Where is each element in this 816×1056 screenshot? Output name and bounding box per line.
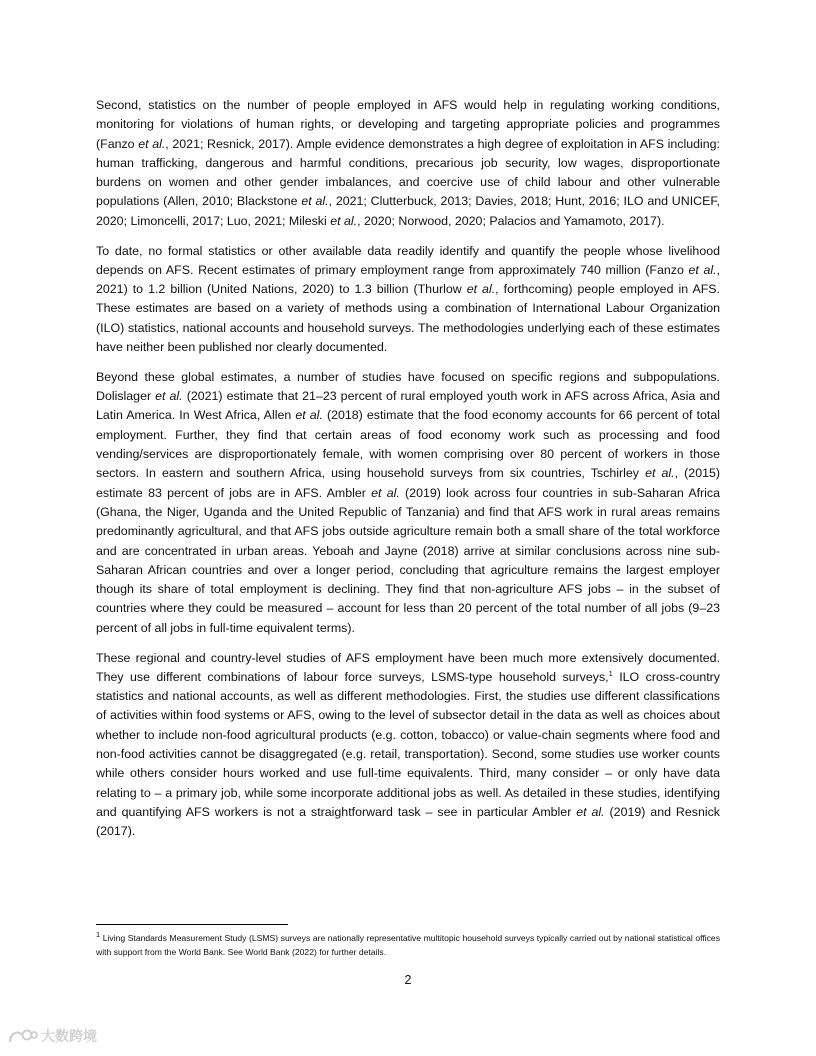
page-number: 2	[404, 973, 412, 987]
text-run: Second, statistics on the number of people employed in AFS would help in regulating working conditions, monitoring for violations of human rights, or developing and targeting appropriate policies and programmes (Fanzo	[96, 98, 720, 151]
text-run: , forthcoming) people employed in AFS. These estimates are based on a variety of methods using a combination of International Labour Organization (ILO) statistics, national accounts and household surveys. The methodologies underlying each of these estimates have neither been published nor clearly documented.	[96, 282, 721, 355]
paragraph-4	[96, 649, 720, 842]
text-run: Beyond these global estimates, a number of studies have focused on specific regions and subpopulations. Dolislager	[96, 369, 720, 404]
text-run: (2019) and Resnick (2017).	[96, 804, 720, 839]
text-run: , 2021) to 1.2 billion (United Nations, 2020) to 1.3 billion (Thurlow	[96, 262, 720, 297]
text-run: These regional and country-level studies of AFS employment have been much more extensively documented. They use different combinations of labour force surveys, LSMS-type household surveys,	[96, 650, 720, 684]
text-run: , (2015) estimate 83 percent of jobs are in AFS. Ambler	[96, 466, 720, 500]
italic-run: et al.	[688, 262, 717, 277]
italic-run: et al.	[466, 282, 496, 297]
paragraph-2	[96, 242, 720, 358]
footnote-text: Living Standards Measurement Study (LSMS) surveys are nationally representative multitopic household surveys typically carried out by national statistical offices with support from the World Bank. See World Bank (2022) for further details.	[96, 933, 720, 957]
paragraph-1	[96, 96, 720, 231]
text-run: (2021) estimate that 21–23 percent of rural employed youth work in AFS across Africa, Asia and Latin America. In West Africa, Allen	[96, 389, 720, 423]
footnote-marker: 1	[96, 930, 101, 940]
document-body	[96, 96, 720, 852]
text-run: , 2021; Resnick, 2017). Ample evidence demonstrates a high degree of exploitation in AFS including: human trafficking, dangerous and harmful conditions, precarious job security, low wages, disproportionate burdens on women and other gender imbalances, and coercive use of child labour and other vulnerable populations (Allen, 2010; Blackstone	[96, 136, 720, 209]
italic-run: et al.	[371, 485, 400, 500]
text-run: (2018) estimate that the food economy accounts for 66 percent of total employment. Further, they find that certain areas of food economy work such as processing and food vending/services are disproportionately female, with women comprising over 80 percent of workers in those sectors. In eastern and southern Africa, using household surveys from six countries, Tschirley	[96, 408, 720, 481]
italic-run: et al.	[155, 389, 183, 404]
text-run: To date, no formal statistics or other available data readily identify and quantify the people whose livelihood depends on AFS. Recent estimates of primary employment range from approximately 740 million (Fanzo	[96, 243, 720, 277]
footnote-reference: 1	[608, 668, 613, 678]
watermark	[8, 1026, 97, 1046]
italic-run: et al.	[301, 194, 329, 209]
text-run: , 2020; Norwood, 2020; Palacios and Yamamoto, 2017).	[357, 213, 665, 228]
text-run: , 2021; Clutterbuck, 2013; Davies, 2018; Hunt, 2016; ILO and UNICEF, 2020; Limoncelli, 2017; Luo, 2021; Mileski	[96, 194, 720, 228]
watermark-logo-icon	[8, 1027, 38, 1045]
italic-run: et al.	[295, 408, 323, 423]
italic-run: et al.	[138, 136, 166, 151]
paragraph-3	[96, 368, 720, 638]
footnote-separator	[96, 924, 288, 925]
text-run: ILO cross-country statistics and national accounts, as well as different methodologies. First, the studies use different classifications of activities within food systems or AFS, owing to the level of subsector detail in the data as well as choices about whether to include non-food agricultural products (e.g. cotton, tobacco) or value-chain segments where food and non-food activities cannot be disaggregated (e.g. retail, transportation). Second, some studies use worker counts while others consider hours worked and use full-time equivalents. Third, many consider – or only have data relating to – a primary job, while some incorporate additional jobs as well. As detailed in these studies, identifying and quantifying AFS workers is not a straightforward task – see in particular Ambler	[96, 669, 720, 819]
watermark-text: 大数跨境	[41, 1029, 97, 1045]
text-run: (2019) look across four countries in sub-Saharan Africa (Ghana, the Niger, Uganda and the United Republic of Tanzania) and find that AFS work in rural areas remains predominantly agricultural, and that AFS jobs outside agriculture remain both a small share of the total workforce and are concentrated in urban areas. Yeboah and Jayne (2018) arrive at similar conclusions across nine sub-Saharan African countries and over a longer period, concluding that agriculture remains the largest employer though its share of total employment is declining. They find that non-agriculture AFS jobs – in the subset of countries where they could be measured – account for less than 20 percent of the total number of all jobs (9–23 percent of all jobs in full-time equivalent terms).	[96, 485, 720, 635]
footnote	[96, 932, 720, 959]
italic-run: et al.	[645, 466, 675, 481]
italic-run: et al.	[330, 213, 358, 228]
italic-run: et al.	[576, 804, 605, 819]
